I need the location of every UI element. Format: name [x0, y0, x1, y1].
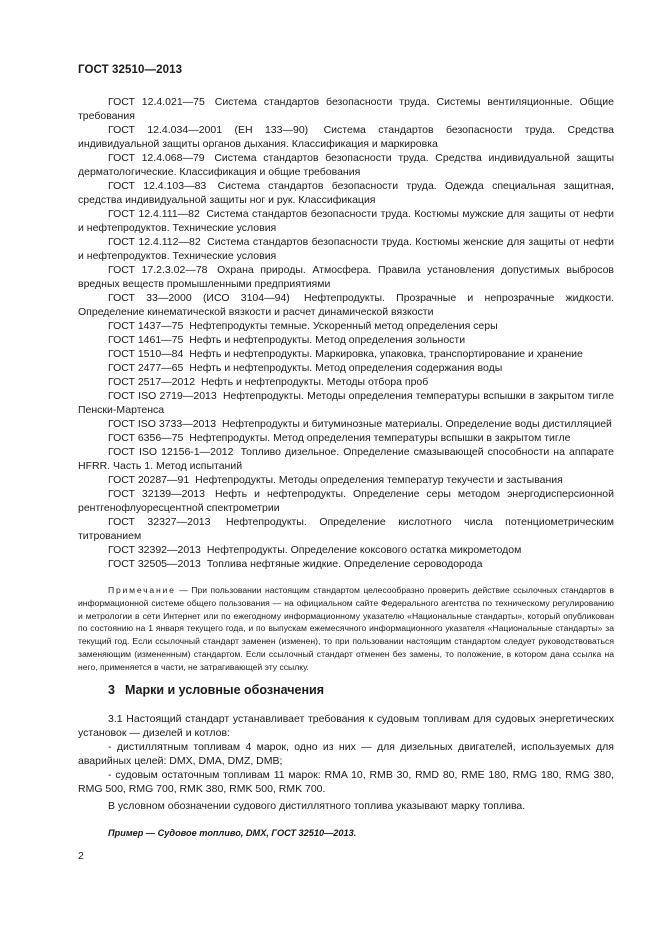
reference-item	[78, 431, 614, 445]
section-number: 3	[108, 683, 115, 697]
reference-item	[78, 375, 614, 389]
reference-item	[78, 151, 614, 179]
reference-code: ГОСТ 33—2000 (ИСО 3104—94)	[108, 292, 290, 304]
reference-title: Система стандартов безопасности труда. Одежда специальная защитная, средства индивидуальной защиты ног и рук. Классификация	[78, 180, 614, 206]
reference-title: Нефтепродукты. Прозрачные и непрозрачные жидкости. Определение кинематической вязкости и расчет динамической вязкости	[78, 292, 614, 318]
note-label: Примечание	[108, 585, 176, 595]
section-paragraph: 3.1 Настоящий стандарт устанавливает требования к судовым топливам для судовых энергетических установок — дизелей и котлов:	[78, 713, 614, 739]
reference-title: Система стандартов безопасности труда. Средства индивидуальной защиты дерматологические. Классификация и общие требования	[78, 152, 615, 178]
running-header: ГОСТ 32510—2013	[78, 64, 183, 76]
reference-code: ГОСТ 1510—84	[108, 348, 184, 360]
reference-code: ГОСТ 12.4.103—83	[108, 180, 207, 192]
reference-item	[78, 347, 614, 361]
reference-code: ГОСТ 2477—65	[108, 362, 184, 374]
reference-title: Нефть и нефтепродукты. Метод определения зольности	[189, 334, 466, 346]
reference-item	[78, 445, 614, 473]
reference-code: ГОСТ 12.4.111—82	[108, 208, 200, 220]
reference-title: Нефтепродукты. Определение коксового остатка микрометодом	[206, 544, 522, 556]
reference-title: Нефтепродукты. Метод определения температуры вспышки в закрытом тигле	[189, 432, 571, 444]
reference-code: ГОСТ ISO 12156-1—2012	[108, 446, 234, 458]
reference-title: Нефть и нефтепродукты. Методы отбора проб	[200, 376, 429, 388]
reference-title: Топливо дизельное. Определение смазывающей способности на аппарате HFRR. Часть 1. Метод испытаний	[78, 446, 615, 472]
example-line: Пример — Судовое топливо, DMX, ГОСТ 32510—2013.	[108, 828, 357, 838]
reference-title: Охрана природы. Атмосфера. Правила установления допустимых выбросов вредных веществ промышленными предприятиями	[78, 264, 614, 290]
reference-item	[78, 487, 614, 515]
reference-item	[78, 515, 614, 543]
reference-code: ГОСТ 20287—91	[108, 474, 190, 486]
reference-item	[78, 179, 614, 207]
reference-item	[78, 207, 614, 235]
reference-item	[78, 235, 614, 263]
section-paragraph: - дистиллятным топливам 4 марок, одно из них — для дизельных двигателей, используемых для аварийных целей: DMX, DMA, DMZ, DMB;	[78, 741, 614, 767]
section-paragraph: В условном обозначении судового дистиллятного топлива указывают марку топлива.	[108, 800, 526, 812]
reference-item	[78, 557, 614, 571]
reference-item	[78, 361, 614, 375]
section-title: Марки и условные обозначения	[124, 683, 324, 697]
reference-code: ГОСТ 1437—75	[108, 320, 184, 332]
reference-title: Топлива нефтяные жидкие. Определение сероводорода	[206, 558, 483, 570]
reference-code: ГОСТ 32139—2013	[108, 488, 205, 500]
reference-title: Система стандартов безопасности труда. Костюмы мужские для защиты от нефти и нефтепродуктов. Технические условия	[78, 208, 614, 234]
reference-code: ГОСТ 2517—2012	[108, 376, 196, 388]
page-number: 2	[78, 850, 84, 862]
reference-code: ГОСТ 1461—75	[108, 334, 184, 346]
reference-title: Система стандартов безопасности труда. Костюмы женские для защиты от нефти и нефтепродуктов. Технические условия	[78, 236, 615, 262]
reference-item	[78, 543, 614, 557]
section-body	[78, 712, 614, 813]
reference-code: ГОСТ ISO 3733—2013	[108, 418, 217, 430]
reference-code: ГОСТ 6356—75	[108, 432, 184, 444]
normative-references-list	[78, 95, 614, 571]
reference-item	[78, 291, 614, 319]
reference-item	[78, 473, 614, 487]
note-paragraph	[78, 584, 614, 674]
reference-title: Нефтепродукты и битуминозные материалы. Определение воды дистилляцией	[221, 418, 612, 430]
reference-title: Нефтепродукты. Методы определения температур текучести и застывания	[195, 474, 563, 486]
reference-item	[78, 319, 614, 333]
reference-title: Нефть и нефтепродукты. Метод определения содержания воды	[189, 362, 503, 374]
section-heading	[108, 683, 324, 697]
reference-item	[78, 123, 614, 151]
reference-title: Нефтепродукты. Определение кислотного числа потенциометрическим титрованием	[78, 516, 614, 542]
reference-title: Нефть и нефтепродукты. Определение серы методом энергодисперсионной рентгенофлуоресцентной спектрометрии	[78, 488, 614, 514]
reference-item	[78, 417, 614, 431]
reference-title: Нефтепродукты темные. Ускоренный метод определения серы	[189, 320, 498, 332]
reference-title: Нефтепродукты. Методы определения температуры вспышки в закрытом тигле Пенски-Мартенса	[78, 390, 614, 416]
reference-code: ГОСТ 12.4.021—75	[108, 96, 205, 108]
reference-code: ГОСТ 32392—2013	[108, 544, 201, 556]
reference-title: Система стандартов безопасности труда. Средства индивидуальной защиты органов дыхания. Классификация и маркировка	[78, 124, 615, 150]
reference-item	[78, 389, 614, 417]
reference-item	[78, 95, 614, 123]
reference-item	[78, 263, 614, 291]
note-text: — При пользовании настоящим стандартом целесообразно проверить действие ссылочных стандартов в информационной системе общего пользования — на официальном сайте Федерального агентства по техническому регулированию и метрологии в сети Интернет или по ежегодному информационному указателю «Национальные стандарты», который опубликован по состоянию на 1 января текущего года, и по выпускам ежемесячного информационного указателя «Национальные стандарты» за текущий год. Если ссылочный стандарт заменен (изменен), то при пользовании настоящим стандартом следует руководствоваться заменяющим (измененным) стандартом. Если ссылочный стандарт отменен без замены, то положение, в котором дана ссылка на него, применяется в части, не затрагивающей эту ссылку.	[78, 585, 615, 672]
reference-code: ГОСТ 17.2.3.02—78	[108, 264, 208, 276]
reference-code: ГОСТ 12.4.034—2001 (ЕН 133—90)	[108, 124, 309, 136]
reference-item	[78, 333, 614, 347]
reference-code: ГОСТ 12.4.068—79	[108, 152, 205, 164]
reference-code: ГОСТ ISO 2719—2013	[108, 390, 217, 402]
reference-code: ГОСТ 12.4.112—82	[108, 236, 201, 248]
reference-code: ГОСТ 32327—2013	[108, 516, 211, 528]
reference-title: Система стандартов безопасности труда. Системы вентиляционные. Общие требования	[78, 96, 614, 122]
section-paragraph: - судовым остаточным топливам 11 марок: RMA 10, RMB 30, RMD 80, RME 180, RMG 180, RMG 380, RMG 500, RMG 700, RMK 380, RMK 500, RMK 700.	[78, 769, 614, 795]
reference-code: ГОСТ 32505—2013	[108, 558, 201, 570]
reference-title: Нефть и нефтепродукты. Маркировка, упаковка, транспортирование и хранение	[189, 348, 583, 360]
